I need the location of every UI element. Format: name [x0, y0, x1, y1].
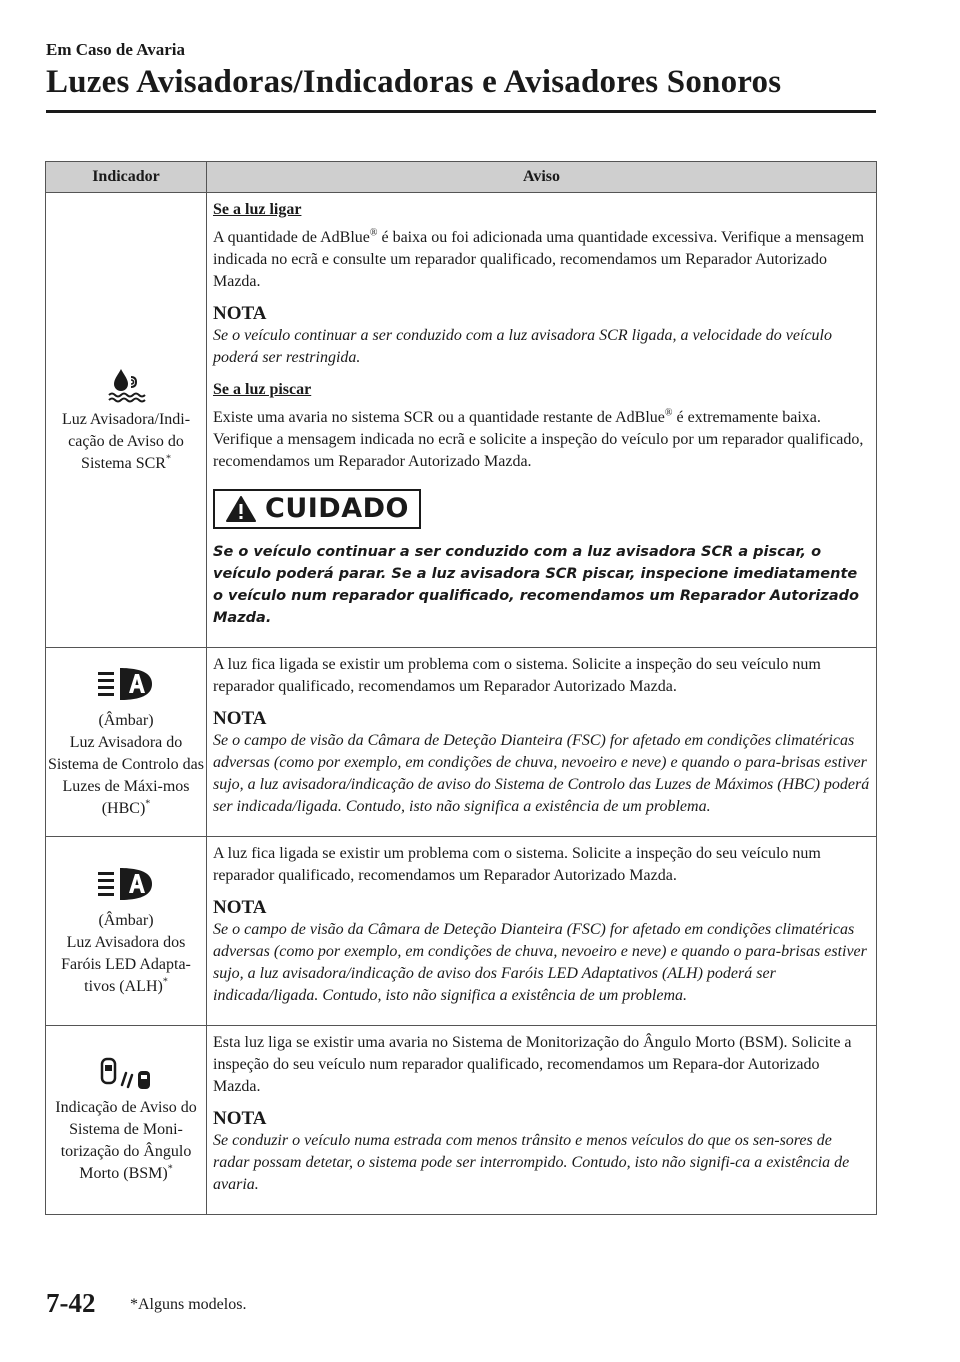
registered-mark: ® [369, 227, 378, 239]
warning-cell [207, 193, 877, 648]
footnote-mark: * [162, 976, 168, 988]
col-header-warning: Aviso [207, 162, 877, 193]
table-row [46, 1026, 877, 1215]
warning-cell [207, 648, 877, 837]
table-row [46, 648, 877, 837]
note-text: Se o campo de visão da Câmara de Deteção Dianteira (FSC) for afetado em condições climatéricas adversas (como por exemplo, em condições de chuva, nevoeiro e neve) e quando o para-brisas estiver sujo, a luz avisadora/indicação de aviso do Sistema de Controlo das Luzes de Máximos (HBC) poderá ser indicada/ligada. Contudo, isto não significa a existência de um problema. [213, 732, 870, 815]
indicator-cell [46, 648, 207, 837]
warning-lights-table [45, 161, 877, 1215]
indicator-color: (Âmbar) [98, 712, 154, 729]
condition-heading: Se a luz ligar [213, 201, 302, 218]
warning-cell [207, 837, 877, 1026]
warning-text [213, 227, 870, 293]
indicator-label: Luz Avisadora/Indi-cação de Aviso do Sistema SCR [61, 411, 191, 472]
note-text: Se o campo de visão da Câmara de Deteção Dianteira (FSC) for afetado em condições climatéricas adversas (como por exemplo, em condições de chuva, nevoeiro e neve) e quando o para-brisas estiver sujo, a luz avisadora/indicação de aviso dos Faróis LED Adaptativos (ALH) poderá ser indicada/ligada. Contudo, isto não significa a existência de um problema. [213, 921, 867, 1004]
note-text: Se o veículo continuar a ser conduzido com a luz avisadora SCR ligada, a velocidade do veículo poderá ser restringida. [213, 327, 832, 366]
warning-text-part: A quantidade de AdBlue [213, 229, 370, 246]
indicator-cell [46, 1026, 207, 1215]
footnote-mark: * [145, 798, 151, 810]
caution-label: CUIDADO [265, 493, 409, 524]
indicator-label: Luz Avisadora dos Faróis LED Adapta-tivos (ALH) [61, 934, 191, 995]
alh-auto-headlight-icon [94, 864, 158, 906]
footnote-mark: * [167, 1163, 173, 1175]
warning-text [213, 407, 870, 473]
table-row [46, 193, 877, 648]
footnote-mark: * [165, 453, 171, 465]
col-header-indicator: Indicador [46, 162, 207, 193]
warning-text-part: Existe uma avaria no sistema SCR ou a quantidade restante de AdBlue [213, 409, 665, 426]
page-title: Luzes Avisadoras/Indicadoras e Avisadores Sonoros [46, 64, 782, 100]
condition-heading: Se a luz piscar [213, 381, 312, 398]
note-title: NOTA [213, 303, 267, 324]
title-rule [46, 110, 876, 113]
indicator-label: Luz Avisadora do Sistema de Controlo das Luzes de Máxi-mos (HBC) [48, 734, 204, 817]
caution-banner [213, 489, 421, 529]
table-row [46, 837, 877, 1026]
note-text: Se conduzir o veículo numa estrada com menos trânsito e menos veículos do que os sen-sores de radar possam detetar, o sistema pode ser interrompido. Contudo, isto não signifi-ca a existência de avaria. [213, 1132, 850, 1193]
indicator-color: (Âmbar) [98, 912, 154, 929]
note-title: NOTA [213, 1108, 267, 1129]
warning-cell [207, 1026, 877, 1215]
bsm-blind-spot-icon [96, 1055, 156, 1093]
page-number: 7-42 [46, 1288, 96, 1318]
caution-triangle-icon [225, 495, 257, 523]
warning-text-part: é extremamente baixa. Verifique a mensagem indicada no ecrã e solicite a inspeção do veículo por um reparador qualificado, recomendamos um Reparador Autorizado Mazda. [213, 409, 864, 470]
note-title: NOTA [213, 897, 267, 918]
table-header-row [46, 162, 877, 193]
hbc-auto-high-beam-icon [94, 664, 158, 706]
warning-text-part: é baixa ou foi adicionada uma quantidade excessiva. Verifique a mensagem indicada no ecrã e consulte um reparador qualificado, recomendamos um Reparador Autorizado Mazda. [213, 229, 865, 290]
caution-text: Se o veículo continuar a ser conduzido com a luz avisadora SCR a piscar, o veículo poderá parar. Se a luz avisadora SCR piscar, inspecione imediatamente o veículo num reparador qualificado, recomendamos um Reparador Autorizado Mazda. [213, 544, 859, 626]
section-label: Em Caso de Avaria [46, 40, 185, 59]
warning-text: A luz fica ligada se existir um problema com o sistema. Solicite a inspeção do seu veículo num reparador qualificado, recomendamos um Reparador Autorizado Mazda. [213, 845, 821, 884]
indicator-label: Indicação de Aviso do Sistema de Moni-torização do Ângulo Morto (BSM) [55, 1099, 197, 1182]
scr-warning-icon [104, 365, 148, 405]
warning-text: Esta luz liga se existir uma avaria no Sistema de Monitorização do Ângulo Morto (BSM). Solicite a inspeção do seu veículo num reparador qualificado, recomendamos um Repara-dor Autorizado Mazda. [213, 1034, 852, 1095]
indicator-cell [46, 837, 207, 1026]
note-title: NOTA [213, 708, 267, 729]
indicator-cell [46, 193, 207, 648]
registered-mark: ® [664, 407, 673, 419]
warning-text: A luz fica ligada se existir um problema com o sistema. Solicite a inspeção do seu veículo num reparador qualificado, recomendamos um Reparador Autorizado Mazda. [213, 656, 821, 695]
footnote: *Alguns modelos. [130, 1296, 247, 1313]
